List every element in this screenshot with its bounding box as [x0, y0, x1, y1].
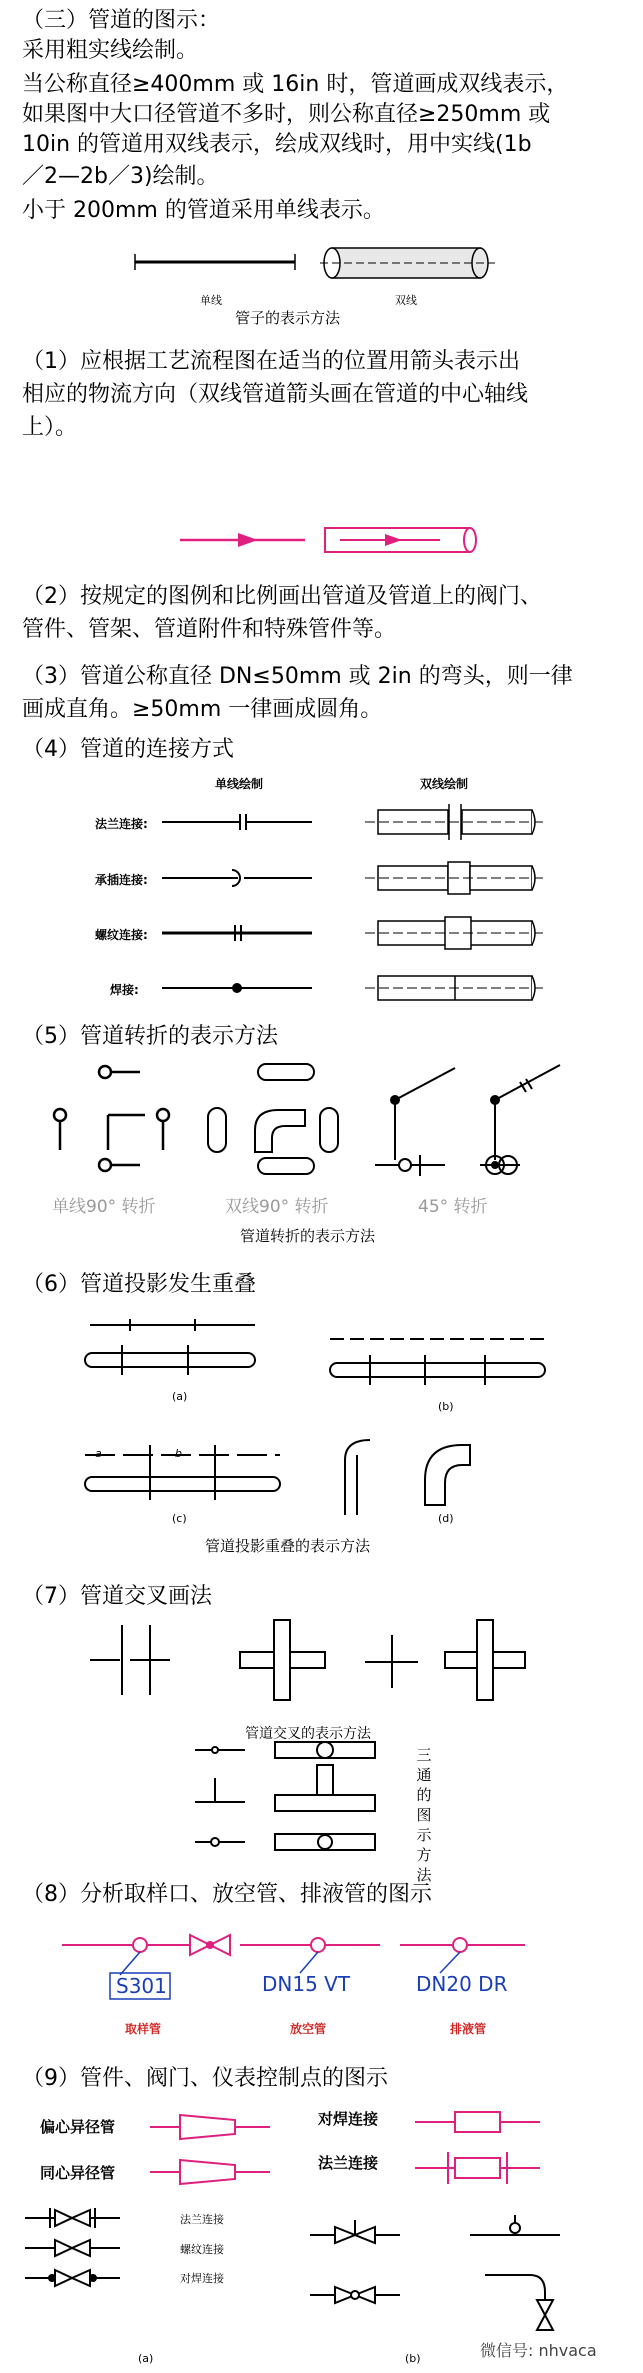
row-label: 承插连接: [95, 873, 148, 887]
figure-caption-vertical: 三通的图示方法 [416, 1746, 432, 1884]
sample-vent-drain-figure [0, 1925, 643, 2015]
valve-label: 螺纹连接 [180, 2243, 224, 2256]
paragraph: 当公称直径≥400mm 或 16in 时，管道画成双线表示， [22, 72, 569, 97]
valve-label: 对焊连接 [180, 2272, 224, 2285]
fitting-label: 法兰连接 [318, 2154, 379, 2172]
letter-label: a [95, 1447, 102, 1460]
fitting-label: 偏心异径管 [40, 2118, 116, 2136]
section-heading: （6）管道投影发生重叠 [22, 1272, 256, 1297]
label-vent-pipe: 放空管 [290, 2022, 327, 2036]
row-label: 螺纹连接: [95, 928, 148, 942]
watermark: 微信号: nhvaca [480, 2341, 597, 2360]
label-drain-pipe: 排液管 [450, 2022, 487, 2036]
overlap-figure [0, 1305, 643, 1525]
paragraph: 相应的物流方向（双线管道箭头画在管道的中心轴线 [22, 382, 529, 407]
sub-label: (d) [438, 1512, 454, 1525]
tag-vent: DN15 VT [262, 1972, 351, 1996]
paragraph: （3）管道公称直径 DN≤50mm 或 2in 的弯头，则一律 [22, 664, 573, 689]
paragraph: 上）。 [22, 415, 78, 440]
flow-arrow-figure [0, 520, 643, 560]
column-label-double: 双线绘制 [420, 777, 469, 791]
reducer-figure [0, 2100, 643, 2190]
letter-label: b [175, 1447, 182, 1460]
paragraph: ／2—2b／3)绘制。 [22, 164, 219, 189]
pipe-turn-figure [0, 1060, 643, 1180]
row-label: 法兰连接: [95, 817, 148, 831]
valve-figure [0, 2200, 643, 2340]
valve-label: 法兰连接 [180, 2213, 224, 2226]
sub-label: (b) [438, 1400, 454, 1413]
section-heading: （7）管道交叉画法 [22, 1584, 212, 1609]
paragraph: 采用粗实线绘制。 [22, 38, 199, 63]
sub-label: (a) [172, 1390, 188, 1403]
fitting-label: 同心异径管 [40, 2164, 116, 2182]
fitting-label: 对焊连接 [318, 2110, 379, 2128]
paragraph: （2）按规定的图例和比例画出管道及管道上的阀门、 [22, 584, 542, 609]
figure-caption: 管子的表示方法 [235, 309, 341, 327]
row-label: 焊接: [110, 983, 139, 997]
tag-sample: S301 [116, 1974, 167, 1998]
sub-label: (a) [138, 2352, 154, 2365]
label-sample-pipe: 取样管 [125, 2022, 162, 2036]
section-heading: （三）管道的图示： [22, 8, 221, 33]
turn-label: 45° 转折 [418, 1197, 488, 1217]
paragraph: 小于 200mm 的管道采用单线表示。 [22, 198, 385, 223]
figure-caption: 管道转折的表示方法 [240, 1227, 376, 1245]
turn-label: 双线90° 转折 [225, 1197, 329, 1217]
tag-drain: DN20 DR [416, 1972, 508, 1996]
paragraph: 管件、管架、管道附件和特殊管件等。 [22, 617, 397, 642]
section-heading: （9）管件、阀门、仪表控制点的图示 [22, 2066, 388, 2091]
label-double: 双线 [395, 294, 417, 307]
paragraph: （1）应根据工艺流程图在适当的位置用箭头表示出 [22, 349, 520, 374]
section-heading: （8）分析取样口、放空管、排液管的图示 [22, 1882, 432, 1907]
paragraph: 10in 的管道用双线表示，绘成双线时，用中实线(1b [22, 132, 532, 157]
turn-label: 单线90° 转折 [52, 1197, 156, 1217]
label-single: 单线 [200, 294, 222, 307]
figure-caption: 管道投影重叠的表示方法 [205, 1537, 371, 1555]
paragraph: 如果图中大口径管道不多时，则公称直径≥250mm 或 [22, 102, 551, 127]
sub-label: (b) [405, 2352, 421, 2365]
section-heading: （5）管道转折的表示方法 [22, 1024, 278, 1049]
figure-caption: 管道交叉的表示方法 [245, 1726, 371, 1742]
column-label-single: 单线绘制 [215, 777, 264, 791]
section-heading: （4）管道的连接方式 [22, 737, 234, 762]
pipe-connection-figure [0, 790, 643, 1010]
sub-label: (c) [172, 1512, 187, 1525]
paragraph: 画成直角。≥50mm 一律画成圆角。 [22, 697, 383, 722]
